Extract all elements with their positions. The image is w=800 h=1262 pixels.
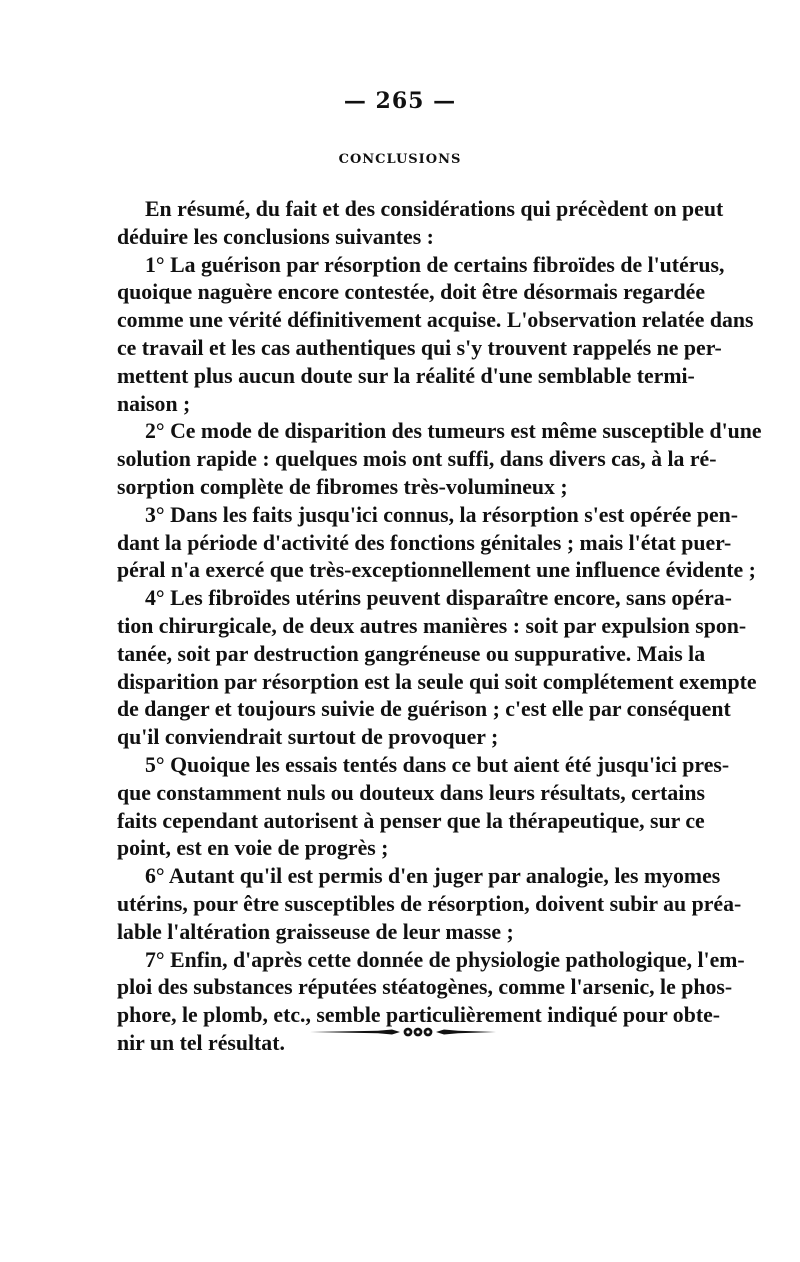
text-line: 4° Les fibroïdes utérins peuvent disparaître encore, sans opéra- <box>145 586 732 611</box>
text-line: qu'il conviendrait surtout de provoquer ; <box>117 725 499 750</box>
text-line: déduire les conclusions suivantes : <box>117 224 434 249</box>
text-line: mettent plus aucun doute sur la réalité d'une semblable termi- <box>117 363 695 388</box>
text-line: 6° Autant qu'il est permis d'en juger par analogie, les myomes <box>145 864 721 889</box>
text-line: comme une vérité définitivement acquise. L'observation relatée dans <box>117 308 754 333</box>
text-line: disparition par résorption est la seule qui soit complétement exempte <box>117 669 757 694</box>
text-line: quoique naguère encore contestée, doit être désormais regardée <box>117 280 705 305</box>
text-line: de danger et toujours suivie de guérison ; c'est elle par conséquent <box>117 697 731 722</box>
text-line: faits cependant autorisent à penser que la thérapeutique, sur ce <box>117 808 705 833</box>
text-line: péral n'a exercé que très-exceptionnellement une influence évidente ; <box>117 558 756 583</box>
text-line: 3° Dans les faits jusqu'ici connus, la résorption s'est opérée pen- <box>145 502 739 527</box>
ornament-divider <box>308 1024 498 1040</box>
text-line: ce travail et les cas authentiques qui s'y trouvent rappelés ne per- <box>117 335 722 360</box>
text-line: que constamment nuls ou douteux dans leurs résultats, certains <box>117 780 705 805</box>
text-line: 2° Ce mode de disparition des tumeurs est même susceptible d'une <box>145 419 762 444</box>
text-line: utérins, pour être susceptibles de résorption, doivent subir au préa- <box>117 891 742 916</box>
text-line: 5° Quoique les essais tentés dans ce but aient été jusqu'ici pres- <box>145 752 730 777</box>
text-line: tanée, soit par destruction gangréneuse ou suppurative. Mais la <box>117 641 706 666</box>
text-line: sorption complète de fibromes très-volumineux ; <box>117 474 568 499</box>
text-line: naison ; <box>117 391 191 416</box>
text-line: solution rapide : quelques mois ont suffi, dans divers cas, à la ré- <box>117 447 717 472</box>
text-line: nir un tel résultat. <box>117 1030 285 1055</box>
text-line: phore, le plomb, etc., semble particulièrement indiqué pour obte- <box>117 1003 721 1028</box>
text-line: lable l'altération graisseuse de leur masse ; <box>117 919 514 944</box>
body-text <box>117 196 762 1058</box>
section-title: CONCLUSIONS <box>338 152 462 167</box>
text-line: tion chirurgicale, de deux autres manières : soit par expulsion spon- <box>117 613 747 638</box>
text-line: ploi des substances réputées stéatogènes, comme l'arsenic, le phos- <box>117 975 733 1000</box>
text-line: En résumé, du fait et des considérations qui précèdent on peut <box>145 197 724 221</box>
page-number: — 265 — <box>343 88 457 114</box>
text-line: 7° Enfin, d'après cette donnée de physiologie pathologique, l'em- <box>145 947 745 972</box>
text-line: dant la période d'activité des fonctions génitales ; mais l'état puer- <box>117 530 732 555</box>
text-line: point, est en voie de progrès ; <box>117 836 389 861</box>
text-line: 1° La guérison par résorption de certains fibroïdes de l'utérus, <box>145 252 725 277</box>
